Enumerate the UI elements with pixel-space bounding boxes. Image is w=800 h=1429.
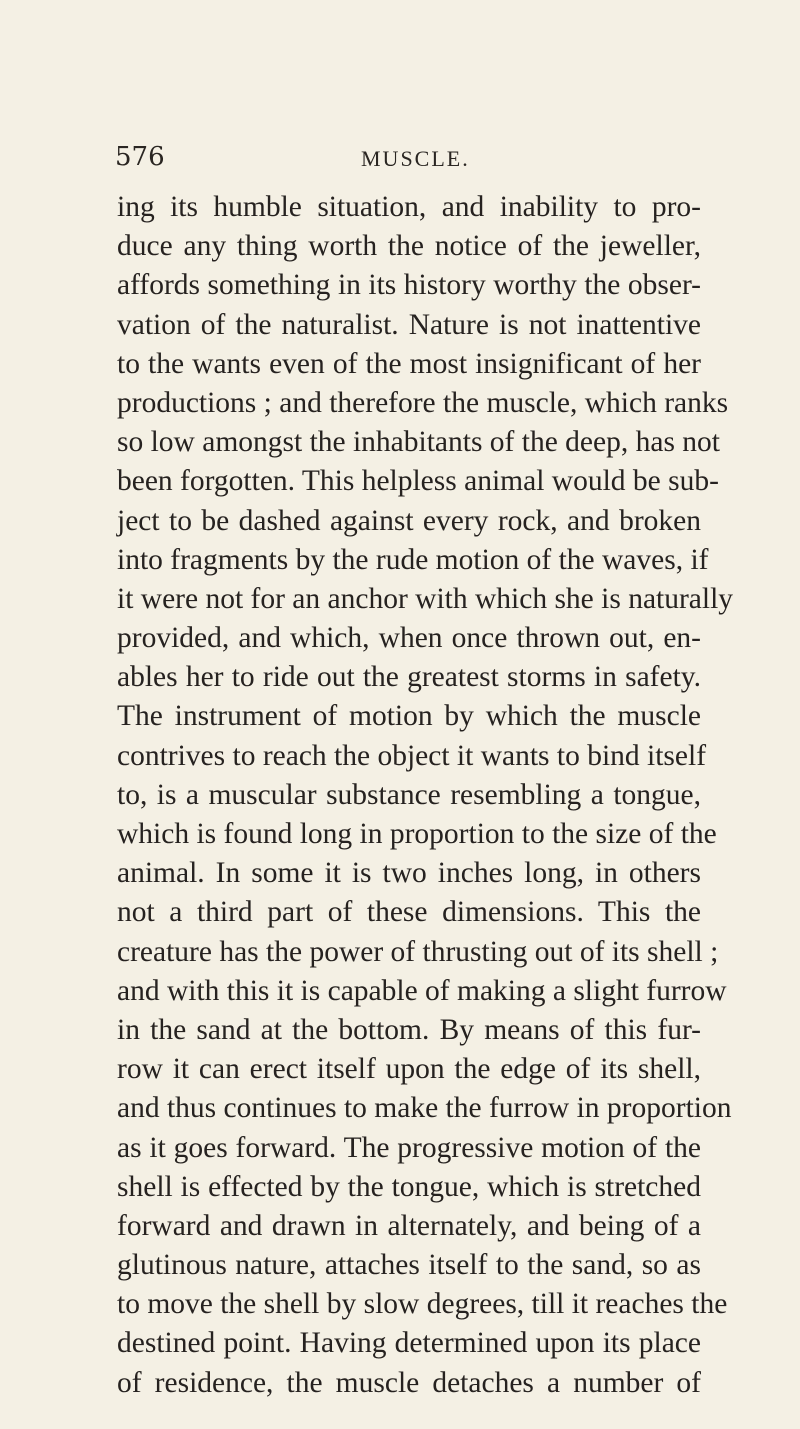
text-line: productions ; and therefore the muscle, which ranks bbox=[117, 386, 729, 419]
text-line: it were not for an anchor with which she is naturally bbox=[117, 582, 734, 615]
text-line: creature has the power of thrusting out of its shell ; bbox=[117, 935, 719, 968]
text-line: and thus continues to make the furrow in proportion bbox=[117, 1092, 732, 1125]
text-line: shell is effected by the tongue, which is stretched bbox=[117, 1170, 701, 1203]
text-line: row it can erect itself upon the edge of its shell, bbox=[117, 1053, 701, 1086]
text-line: animal. In some it is two inches long, in others bbox=[117, 857, 701, 890]
text-line: in the sand at the bottom. By means of this fur- bbox=[117, 1013, 701, 1046]
text-line: been forgotten. This helpless animal would be sub- bbox=[117, 465, 719, 498]
running-head: MUSCLE. bbox=[361, 146, 470, 171]
text-line: destined point. Having determined upon its place bbox=[117, 1327, 701, 1360]
text-line: to, is a muscular substance resembling a tongue, bbox=[117, 778, 701, 811]
text-line: so low amongst the inhabitants of the deep, has not bbox=[117, 426, 721, 459]
text-line: ables her to ride out the greatest storms in safety. bbox=[117, 661, 701, 694]
text-line: forward and drawn in alternately, and being of a bbox=[117, 1209, 701, 1242]
text-line: and with this it is capable of making a slight furrow bbox=[117, 974, 727, 1007]
text-line: vation of the naturalist. Nature is not inattentive bbox=[117, 308, 701, 341]
text-line: provided, and which, when once thrown out, en- bbox=[117, 622, 701, 655]
page-number: 576 bbox=[115, 142, 165, 172]
text-line: contrives to reach the object it wants to bind itself bbox=[117, 739, 707, 772]
text-line: not a third part of these dimensions. This the bbox=[117, 896, 701, 929]
text-line: affords something in its history worthy the obser- bbox=[117, 269, 701, 302]
text-line: The instrument of motion by which the muscle bbox=[117, 700, 701, 733]
text-line: ing its humble situation, and inability to pro- bbox=[117, 191, 701, 223]
text-line: ject to be dashed against every rock, and broken bbox=[117, 504, 701, 537]
page-header bbox=[115, 142, 695, 182]
body-text bbox=[117, 188, 734, 1403]
text-line: of residence, the muscle detaches a number of bbox=[117, 1366, 701, 1399]
text-line: to the wants even of the most insignificant of her bbox=[117, 347, 701, 380]
text-line: as it goes forward. The progressive motion of the bbox=[117, 1131, 701, 1164]
text-line: duce any thing worth the notice of the jeweller, bbox=[117, 230, 701, 263]
text-line: which is found long in proportion to the size of the bbox=[117, 818, 717, 850]
text-line: to move the shell by slow degrees, till it reaches the bbox=[117, 1288, 728, 1321]
text-line: into fragments by the rude motion of the waves, if bbox=[117, 543, 709, 576]
text-line: glutinous nature, attaches itself to the sand, so as bbox=[117, 1249, 701, 1282]
